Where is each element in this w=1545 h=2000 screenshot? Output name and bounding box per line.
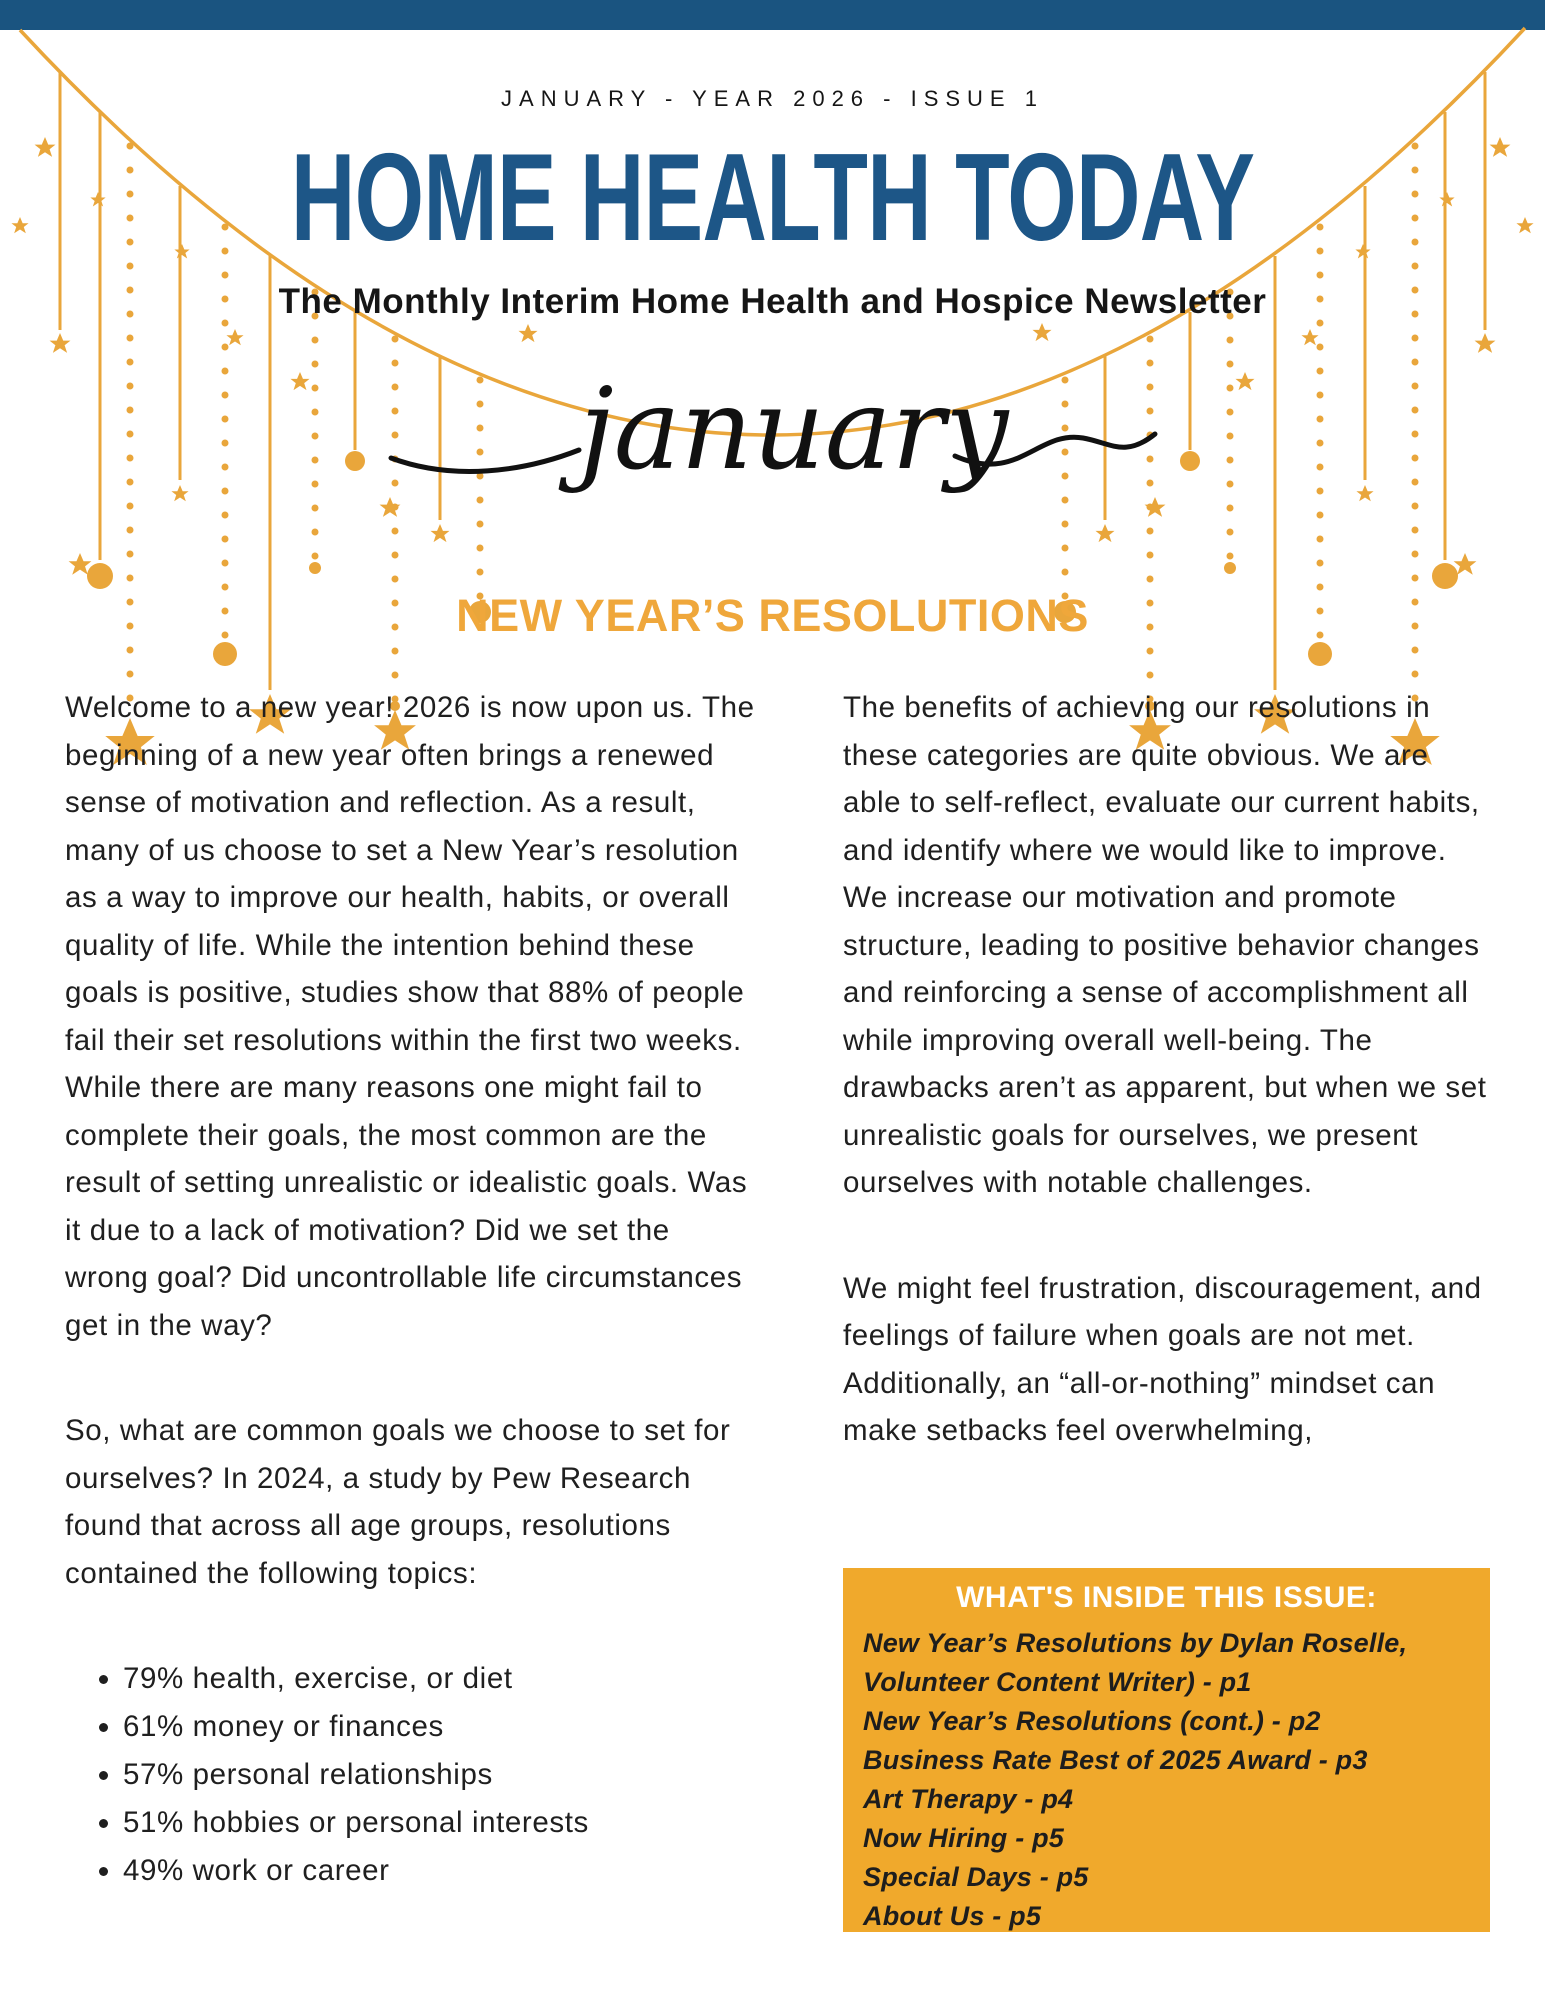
list-item: About Us - p5 bbox=[863, 1901, 1042, 1931]
list-item: Business Rate Best of 2025 Award - p3 bbox=[863, 1745, 1368, 1775]
list-item: Special Days - p5 bbox=[863, 1862, 1089, 1892]
month-script-text: january bbox=[578, 365, 1008, 495]
whats-inside-title: WHAT'S INSIDE THIS ISSUE: bbox=[956, 1581, 1377, 1614]
whats-inside-list bbox=[863, 1624, 1470, 1936]
month-script bbox=[0, 338, 1545, 528]
list-item: Now Hiring - p5 bbox=[863, 1823, 1064, 1853]
right-paragraph-1: The benefits of achieving our resolutions in these categories are quite obvious. We are able to self-reflect, evaluate our current habits, and identify where we would like to improve. We increase our motivation and promote structure, leading to positive behavior changes and reinforcing a sense of accomplishment all while improving overall well-being. The drawbacks aren’t as apparent, but when we set unrealistic goals for ourselves, we present ourselves with notable challenges. bbox=[843, 691, 1487, 1199]
newsletter-title: HOME HEALTH TODAY bbox=[290, 129, 1255, 267]
left-paragraph-1: Welcome to a new year! 2026 is now upon us. The beginning of a new year often brings a renewed sense of motivation and reflection. As a result, many of us choose to set a New Year’s resolution as a way to improve our health, habits, or overall quality of life. While the intention behind these goals is positive, studies show that 88% of people fail their set resolutions within the first two weeks. While there are many reasons one might fail to complete their goals, the most common are the result of setting unrealistic or idealistic goals. Was it due to a lack of motivation? Did we set the wrong goal? Did uncontrollable life circumstances get in the way? bbox=[65, 691, 755, 1342]
left-paragraph-2: So, what are common goals we choose to set for ourselves? In 2024, a study by Pew Research found that across all age groups, resolutions contained the following topics: bbox=[65, 1414, 731, 1590]
article-right-column bbox=[843, 684, 1488, 1513]
resolution-topics-list bbox=[65, 1655, 757, 1895]
right-paragraph-2: We might feel frustration, discouragement, and feelings of failure when goals are not met. Additionally, an “all-or-nothing” mindset can make setbacks feel overwhelming, bbox=[843, 1271, 1482, 1447]
article-heading: NEW YEAR’S RESOLUTIONS bbox=[456, 590, 1089, 641]
list-item: • 51% hobbies or personal interests bbox=[123, 1799, 757, 1847]
script-left-flourish bbox=[391, 450, 579, 471]
issue-line: JANUARY - YEAR 2026 - ISSUE 1 bbox=[501, 86, 1044, 111]
article-left-column bbox=[65, 684, 757, 1895]
list-item: • 57% personal relationships bbox=[123, 1751, 757, 1799]
list-item: New Year’s Resolutions (cont.) - p2 bbox=[863, 1706, 1321, 1736]
list-item: • 61% money or finances bbox=[123, 1703, 757, 1751]
newsletter-tagline: The Monthly Interim Home Health and Hospice Newsletter bbox=[278, 282, 1267, 321]
list-item: • 49% work or career bbox=[123, 1847, 757, 1895]
list-item: New Year’s Resolutions by Dylan Roselle, Volunteer Content Writer) - p1 bbox=[863, 1628, 1408, 1697]
list-item: • 79% health, exercise, or diet bbox=[123, 1655, 757, 1703]
whats-inside-box bbox=[843, 1568, 1490, 1932]
list-item: Art Therapy - p4 bbox=[863, 1784, 1074, 1814]
